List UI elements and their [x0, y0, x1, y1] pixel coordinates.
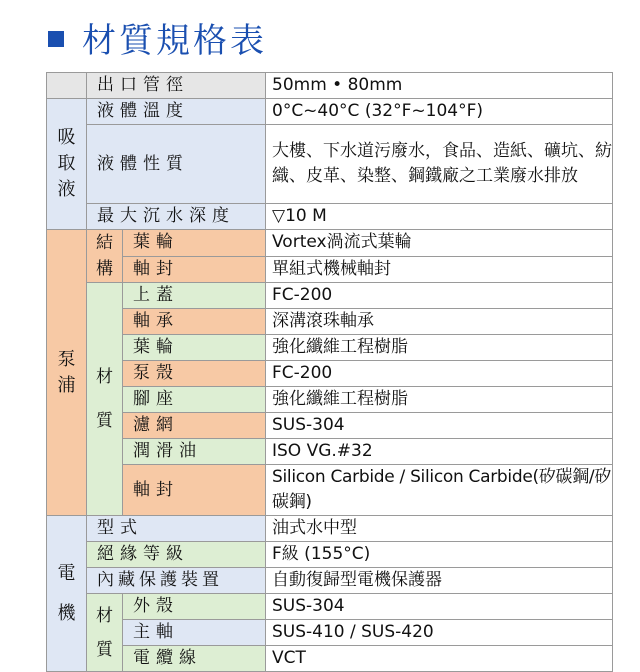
table-row	[47, 568, 613, 594]
row-value: 自動復歸型電機保護器	[266, 568, 613, 594]
table-row	[47, 230, 613, 257]
row-value: SUS-410 / SUS-420	[266, 620, 613, 646]
table-row	[47, 361, 613, 387]
table-row	[47, 387, 613, 413]
row-value: 深溝滾珠軸承	[266, 309, 613, 335]
row-label: 出口管徑	[87, 73, 266, 99]
row-value: F級 (155°C)	[266, 542, 613, 568]
spec-table	[46, 72, 613, 672]
row-value: 強化纖維工程樹脂	[266, 335, 613, 361]
table-row	[47, 646, 613, 672]
row-label: 主軸	[123, 620, 266, 646]
row-label: 濾網	[123, 413, 266, 439]
row-value: Vortex渦流式葉輪	[266, 230, 613, 257]
row-value: 50mm • 80mm	[266, 73, 613, 99]
row-label: 型式	[87, 516, 266, 542]
table-row	[47, 99, 613, 125]
row-value: FC-200	[266, 361, 613, 387]
row-label: 腳座	[123, 387, 266, 413]
row-label: 軸封	[123, 465, 266, 516]
row-value: SUS-304	[266, 413, 613, 439]
row-value: FC-200	[266, 283, 613, 309]
subgroup-label-pump-material: 材質	[87, 283, 123, 516]
row-value: ISO VG.#32	[266, 439, 613, 465]
row-value: 油式水中型	[266, 516, 613, 542]
row-value: 大樓、下水道污廢水，食品、造紙、礦坑、紡織、皮革、染整、鋼鐵廠之工業廢水排放	[266, 125, 613, 204]
subgroup-label-motor-material: 材質	[87, 594, 123, 672]
page-title: 材質規格表	[82, 20, 267, 61]
table-row	[47, 204, 613, 230]
row-value: VCT	[266, 646, 613, 672]
table-row	[47, 125, 613, 204]
row-value: 0°C~40°C (32°F~104°F)	[266, 99, 613, 125]
table-row	[47, 516, 613, 542]
row-label: 外殼	[123, 594, 266, 620]
group-label-motor: 電機	[47, 516, 87, 672]
row-label: 液體性質	[87, 125, 266, 204]
table-row	[47, 335, 613, 361]
row-label: 上蓋	[123, 283, 266, 309]
row-value: 強化纖維工程樹脂	[266, 387, 613, 413]
row-label: 最大沉水深度	[87, 204, 266, 230]
title-bullet-icon	[48, 31, 64, 47]
row-label: 葉輪	[123, 230, 266, 257]
row-label: 軸承	[123, 309, 266, 335]
table-row	[47, 620, 613, 646]
group-label-pump: 泵浦	[47, 230, 87, 516]
row-label: 內藏保護裝置	[87, 568, 266, 594]
row-value: ▽10 M	[266, 204, 613, 230]
subgroup-label-structure: 結構	[87, 230, 123, 283]
row-label: 電纜線	[123, 646, 266, 672]
row-label: 軸封	[123, 256, 266, 283]
cell-blank	[47, 73, 87, 99]
table-row	[47, 542, 613, 568]
table-row	[47, 256, 613, 283]
table-row	[47, 594, 613, 620]
row-value: Silicon Carbide / Silicon Carbide(矽碳鋼/矽碳鋼)	[266, 465, 613, 516]
row-label: 泵殼	[123, 361, 266, 387]
group-label-liquid: 吸取液	[47, 99, 87, 230]
row-label: 液體溫度	[87, 99, 266, 125]
table-row	[47, 73, 613, 99]
table-row	[47, 309, 613, 335]
title-bar	[48, 14, 267, 60]
row-label: 絕緣等級	[87, 542, 266, 568]
table-row	[47, 465, 613, 516]
table-row	[47, 283, 613, 309]
table-row	[47, 413, 613, 439]
table-row	[47, 439, 613, 465]
row-value: 單組式機械軸封	[266, 256, 613, 283]
row-label: 葉輪	[123, 335, 266, 361]
row-label: 潤滑油	[123, 439, 266, 465]
row-value: SUS-304	[266, 594, 613, 620]
